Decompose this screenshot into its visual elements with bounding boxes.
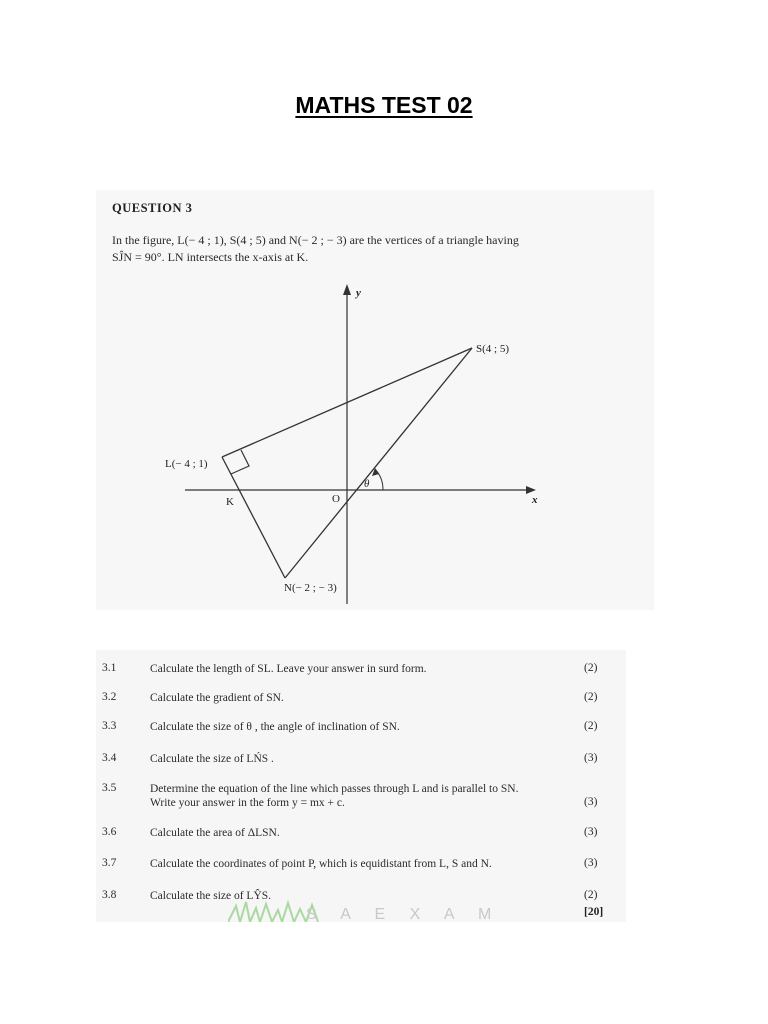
question-marks: (3)	[584, 796, 598, 808]
question-heading: QUESTION 3	[112, 201, 193, 215]
question-number: 3.6	[102, 826, 117, 838]
question-number: 3.3	[102, 720, 117, 732]
side-sn	[285, 348, 472, 578]
question-text-line-2: Write your answer in the form y = mx + c.	[150, 797, 345, 809]
question-number: 3.5	[102, 782, 117, 794]
watermark-text: S A E X A M	[306, 906, 502, 923]
x-axis-arrow	[526, 486, 536, 494]
point-s-label: S(4 ; 5)	[476, 343, 509, 355]
question-text: Calculate the size of θ , the angle of inclination of SN.	[150, 721, 400, 733]
question-text: Calculate the area of ΔLSN.	[150, 827, 280, 839]
point-k-label: K	[226, 496, 234, 508]
intro-line-2: SĴN = 90°. LN intersects the x-axis at K.	[112, 250, 309, 264]
y-axis-arrow	[343, 284, 351, 295]
side-ln	[222, 457, 285, 578]
question-marks: (3)	[584, 752, 598, 764]
origin-label: O	[332, 493, 340, 505]
question-number: 3.2	[102, 691, 117, 703]
question-marks: (2)	[584, 720, 598, 732]
page-title: MATHS TEST 02	[295, 92, 473, 118]
question-marks: (2)	[584, 662, 598, 674]
total-marks: [20]	[584, 906, 604, 918]
question-marks: (3)	[584, 857, 598, 869]
question-text: Calculate the coordinates of point P, which is equidistant from L, S and N.	[150, 858, 492, 870]
question-text: Calculate the size of LŃS .	[150, 753, 274, 765]
question-marks: (2)	[584, 889, 598, 901]
question-marks: (2)	[584, 691, 598, 703]
right-angle-marker	[231, 450, 249, 474]
question-number: 3.7	[102, 857, 117, 869]
question-text: Calculate the length of SL. Leave your answer in surd form.	[150, 663, 427, 675]
question-text: Calculate the gradient of SN.	[150, 692, 284, 704]
question-text: Calculate the size of LŶS.	[150, 890, 272, 902]
y-axis-label: y	[356, 287, 361, 299]
intro-line-1: In the figure, L(− 4 ; 1), S(4 ; 5) and N(− 2 ; − 3) are the vertices of a triangle having	[112, 233, 519, 247]
point-l-label: L(− 4 ; 1)	[165, 458, 208, 470]
question-marks: (3)	[584, 826, 598, 838]
point-n-label: N(− 2 ; − 3)	[284, 582, 337, 594]
question-text: Determine the equation of the line which passes through L and is parallel to SN.	[150, 783, 519, 795]
theta-label: θ	[364, 478, 370, 490]
question-number: 3.8	[102, 889, 117, 901]
question-number: 3.1	[102, 662, 117, 674]
x-axis-label: x	[532, 494, 538, 506]
question-number: 3.4	[102, 752, 117, 764]
